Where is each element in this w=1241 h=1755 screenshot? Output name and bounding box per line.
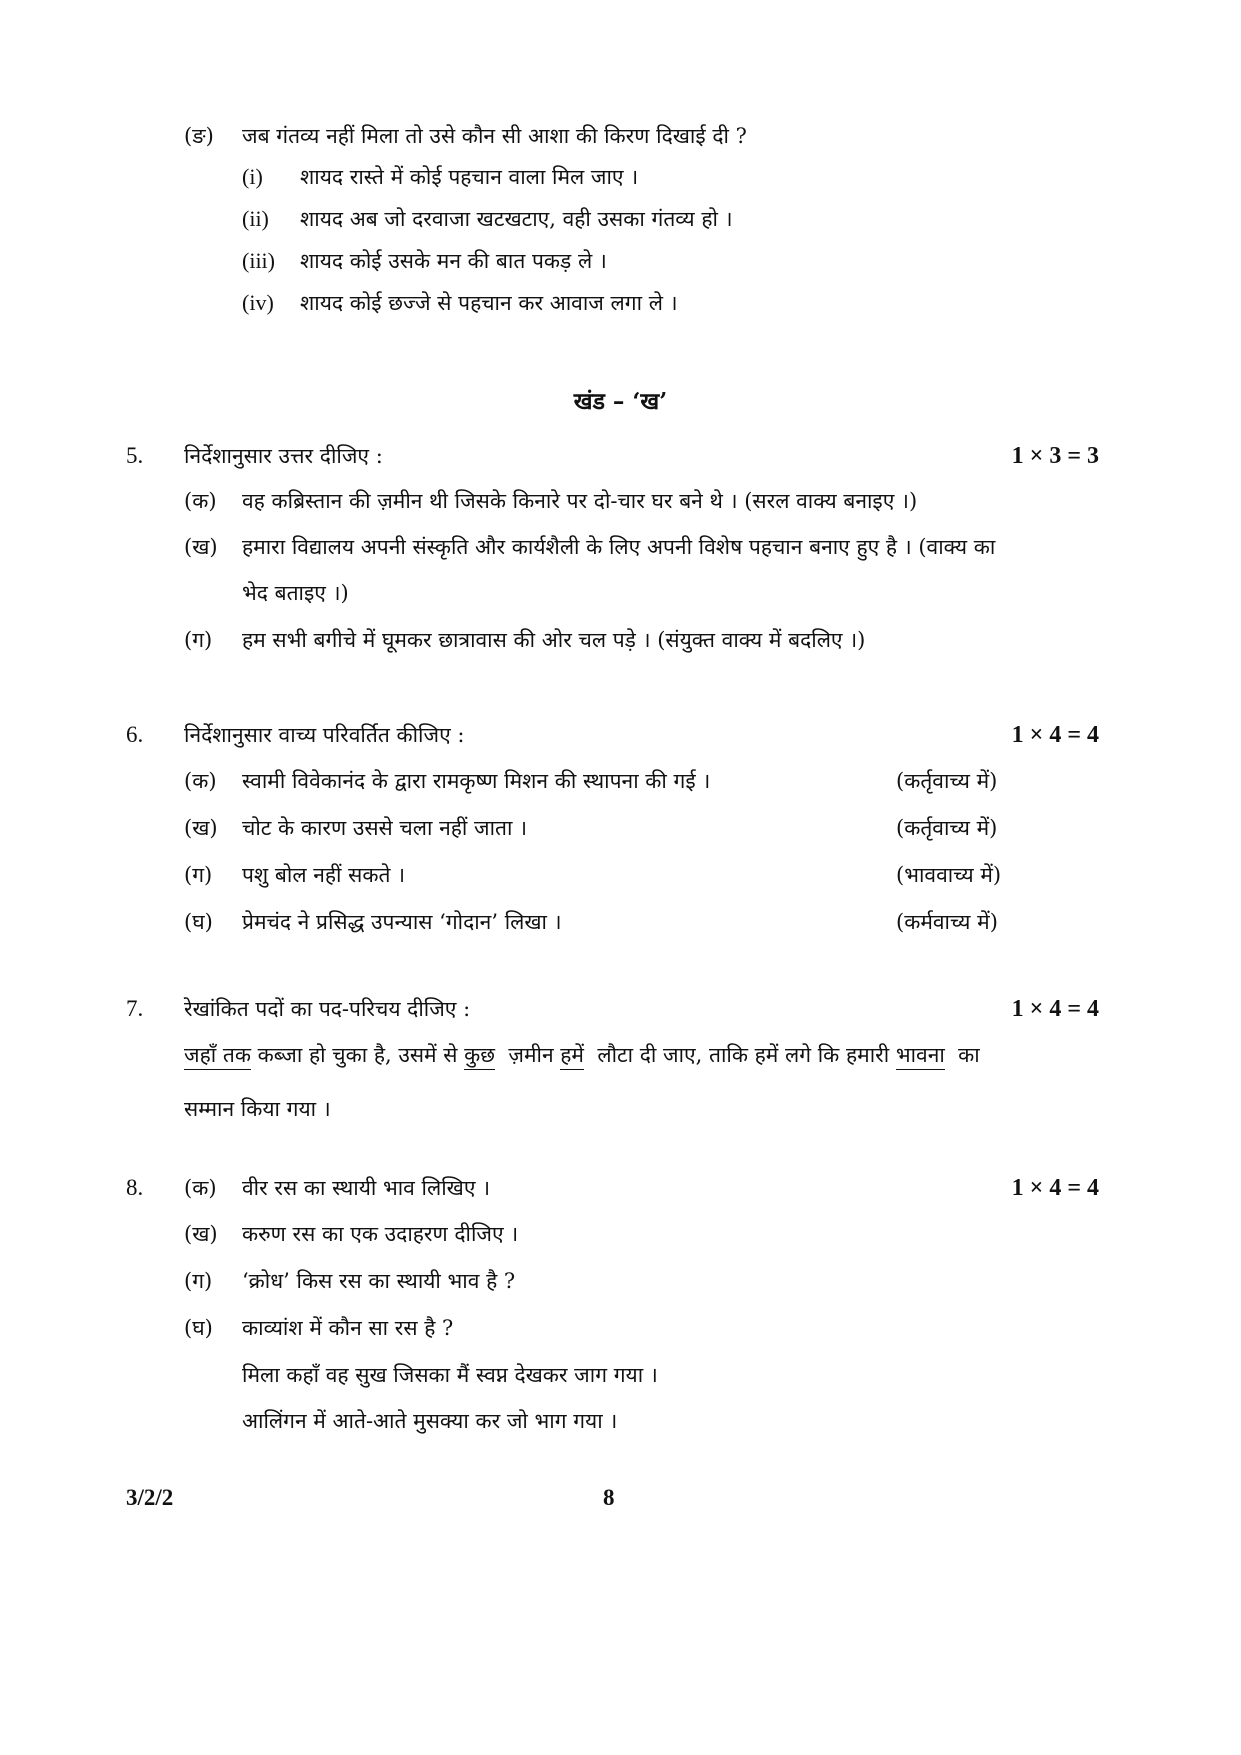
option-text: शायद अब जो दरवाजा खटखटाए, वही उसका गंतव्य हो ।	[300, 207, 733, 231]
q7-marks: 1 × 4 = 4	[1011, 996, 1099, 1022]
option-num: (i)	[242, 164, 263, 189]
underlined-word: जहाँ तक	[184, 1043, 251, 1070]
q7-instruction: रेखांकित पदों का पद-परिचय दीजिए :	[184, 997, 471, 1021]
part-text: पशु बोल नहीं सकते ।	[242, 863, 406, 887]
part-text: करुण रस का एक उदाहरण दीजिए ।	[242, 1222, 519, 1246]
question-number: 7.	[126, 996, 144, 1021]
option-text: शायद रास्ते में कोई पहचान वाला मिल जाए ।	[300, 165, 639, 189]
part-text-continued: भेद बताइए ।)	[242, 581, 349, 605]
q7-sentence	[184, 1041, 980, 1069]
part-label: (ग)	[184, 1269, 213, 1293]
q7-sentence-continued: सम्मान किया गया ।	[184, 1097, 331, 1121]
part-text: हम सभी बगीचे में घूमकर छात्रावास की ओर चल पड़े । (संयुक्त वाक्य में बदलिए ।)	[242, 628, 866, 652]
part-label: (ख)	[184, 1222, 218, 1246]
part-label: (क)	[184, 769, 217, 793]
q5-instruction: निर्देशानुसार उत्तर दीजिए :	[184, 444, 383, 468]
q6-marks: 1 × 4 = 4	[1011, 722, 1099, 748]
underlined-word: कुछ	[464, 1043, 495, 1070]
section-heading: खंड – ‘ख’	[573, 388, 668, 415]
sentence-fragment: लौटा दी जाए, ताकि हमें लगे कि हमारी	[584, 1043, 896, 1067]
q5-marks: 1 × 3 = 3	[1011, 443, 1099, 469]
part-label: (क)	[184, 1176, 217, 1200]
option-text: शायद कोई उसके मन की बात पकड़ ले ।	[300, 249, 607, 273]
part-text: प्रेमचंद ने प्रसिद्ध उपन्यास ‘गोदान’ लिखा ।	[242, 910, 562, 934]
question-number: 5.	[126, 443, 144, 468]
question-number: 6.	[126, 722, 144, 747]
part-label: (ख)	[184, 816, 218, 840]
option-text: शायद कोई छज्जे से पहचान कर आवाज लगा ले ।	[300, 291, 678, 315]
paper-code: 3/2/2	[126, 1485, 174, 1510]
voice-hint: (भाववाच्य में)	[896, 863, 1002, 887]
option-num: (ii)	[242, 206, 269, 231]
part-text: स्वामी विवेकानंद के द्वारा रामकृष्ण मिशन की स्थापना की गई ।	[242, 769, 711, 793]
part-text: वीर रस का स्थायी भाव लिखिए ।	[242, 1176, 491, 1200]
underlined-word: हमें	[560, 1043, 584, 1070]
part-label: (घ)	[184, 1316, 213, 1340]
underlined-word: भावना	[896, 1043, 945, 1070]
poem-line: मिला कहाँ वह सुख जिसका मैं स्वप्न देखकर जाग गया ।	[242, 1363, 658, 1387]
q6-instruction: निर्देशानुसार वाच्य परिवर्तित कीजिए :	[184, 723, 465, 747]
q4e-question: जब गंतव्य नहीं मिला तो उसे कौन सी आशा की किरण दिखाई दी ?	[242, 124, 747, 148]
option-num: (iii)	[242, 248, 275, 273]
part-text: ‘क्रोध’ किस रस का स्थायी भाव है ?	[242, 1269, 516, 1293]
part-label: (क)	[184, 489, 217, 513]
part-label: (ग)	[184, 628, 213, 652]
q4e-label: (ङ)	[184, 124, 214, 148]
part-label: (घ)	[184, 910, 213, 934]
part-text: काव्यांश में कौन सा रस है ?	[242, 1316, 454, 1340]
voice-hint: (कर्तृवाच्य में)	[896, 816, 998, 840]
part-text: चोट के कारण उससे चला नहीं जाता ।	[242, 816, 528, 840]
voice-hint: (कर्मवाच्य में)	[896, 910, 998, 934]
sentence-fragment: ज़मीन	[495, 1043, 561, 1067]
poem-line: आलिंगन में आते-आते मुसक्या कर जो भाग गया ।	[242, 1409, 618, 1433]
part-text: हमारा विद्यालय अपनी संस्कृति और कार्यशैली के लिए अपनी विशेष पहचान बनाए हुए है । (वाक्य का	[242, 535, 996, 559]
sentence-fragment: का	[944, 1043, 980, 1067]
part-text: वह कब्रिस्तान की ज़मीन थी जिसके किनारे पर दो-चार घर बने थे । (सरल वाक्य बनाइए ।)	[242, 489, 918, 513]
question-number: 8.	[126, 1175, 144, 1200]
q8-marks: 1 × 4 = 4	[1011, 1175, 1099, 1201]
page-number: 8	[603, 1485, 615, 1510]
part-label: (ख)	[184, 535, 218, 559]
part-label: (ग)	[184, 863, 213, 887]
voice-hint: (कर्तृवाच्य में)	[896, 769, 998, 793]
sentence-fragment: कब्जा हो चुका है, उसमें से	[250, 1043, 465, 1067]
option-num: (iv)	[242, 290, 274, 315]
